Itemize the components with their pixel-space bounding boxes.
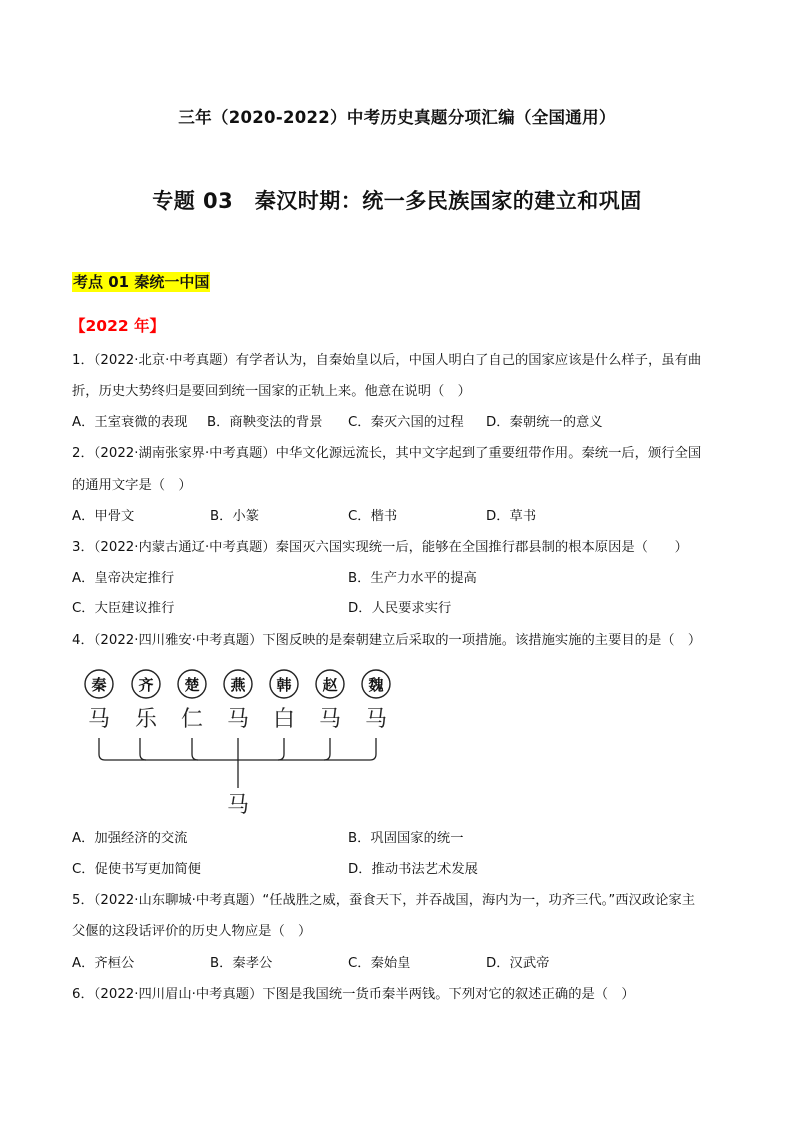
state-label-qin: 秦	[91, 676, 107, 694]
seal-glyph-zhao: 马	[318, 707, 342, 732]
seal-glyph-wei: 马	[364, 707, 388, 732]
q3-option-d: D．人民要求实行	[348, 601, 452, 616]
q2-line1: 2．（2022·湖南张家界·中考真题）中华文化源远流长，其中文字起到了重要纽带作用。秦统一后，颁行全国	[72, 446, 702, 461]
unified-seal-glyph: 马	[226, 793, 250, 818]
state-label-zhao: 赵	[322, 676, 338, 694]
q3-line1: 3．（2022·内蒙古通辽·中考真题）秦国灭六国实现统一后，能够在全国推行郡县制的根本原因是（ ）	[72, 540, 688, 555]
q5-option-b: B．秦孝公	[210, 956, 273, 971]
q4-line1: 4．（2022·四川雅安·中考真题）下图反映的是秦朝建立后采取的一项措施。该措施实施的主要目的是（ ）	[72, 633, 702, 648]
q4-option-b: B．巩固国家的统一	[348, 831, 464, 846]
state-label-qi: 齐	[138, 676, 154, 694]
q5-line2: 父偃的这段话评价的历史人物应是（ ）	[72, 924, 312, 939]
q5-option-c: C．秦始皇	[348, 956, 411, 971]
kaodian-heading: 考点 01 秦统一中国	[73, 273, 210, 291]
seal-glyph-qin: 马	[87, 707, 111, 732]
q2-option-d: D．草书	[486, 509, 537, 524]
q3-option-c: C．大臣建议推行	[72, 601, 175, 616]
q4-option-c: C．促使书写更加简便	[72, 862, 201, 877]
q3-option-b: B．生产力水平的提高	[348, 571, 477, 586]
q2-line2: 的通用文字是（ ）	[72, 478, 192, 493]
seal-glyph-yan: 马	[226, 707, 250, 732]
state-label-wei: 魏	[368, 676, 384, 694]
q2-option-a: A．甲骨文	[72, 509, 135, 524]
document-title: 三年（2020-2022）中考历史真题分项汇编（全国通用）	[178, 108, 616, 127]
q1-option-a: A．王室衰微的表现	[72, 415, 188, 430]
q4-option-d: D．推动书法艺术发展	[348, 862, 478, 877]
q5-option-a: A．齐桓公	[72, 956, 135, 971]
year-heading: 【2022 年】	[70, 317, 166, 335]
q1-line2: 折，历史大势终归是要回到统一国家的正轨上来。他意在说明（ ）	[72, 384, 471, 399]
q5-option-d: D．汉武帝	[486, 956, 550, 971]
q1-line1: 1．（2022·北京·中考真题）有学者认为，自秦始皇以后，中国人明白了自己的国家应该是什么样子，虽有曲	[72, 353, 702, 368]
q6-line1: 6．（2022·四川眉山·中考真题）下图是我国统一货币秦半两钱。下列对它的叙述正确的是（ ）	[72, 987, 635, 1002]
q2-option-b: B．小篆	[210, 509, 260, 524]
q2-option-c: C．楷书	[348, 509, 398, 524]
q5-line1: 5．（2022·山东聊城·中考真题）“任战胜之威，蚕食天下，并吞战国，海内为一，功齐三代。”西汉政论家主	[72, 893, 695, 908]
q3-option-a: A．皇帝决定推行	[72, 571, 175, 586]
state-label-han: 韩	[276, 676, 292, 694]
q4-option-a: A．加强经济的交流	[72, 831, 188, 846]
state-label-chu: 楚	[184, 676, 200, 694]
state-label-yan: 燕	[230, 676, 246, 694]
bracket-lines	[99, 738, 376, 788]
topic-title: 专题 03 秦汉时期：统一多民族国家的建立和巩固	[152, 189, 642, 213]
q1-option-c: C．秦灭六国的过程	[348, 415, 464, 430]
q1-option-d: D．秦朝统一的意义	[486, 415, 603, 430]
seal-glyph-qi: 乐	[134, 707, 158, 732]
q1-option-b: B．商鞅变法的背景	[207, 415, 323, 430]
seal-glyph-chu: 仁	[180, 707, 204, 732]
seal-glyph-han: 白	[272, 707, 296, 732]
script-unification-diagram	[72, 662, 412, 822]
